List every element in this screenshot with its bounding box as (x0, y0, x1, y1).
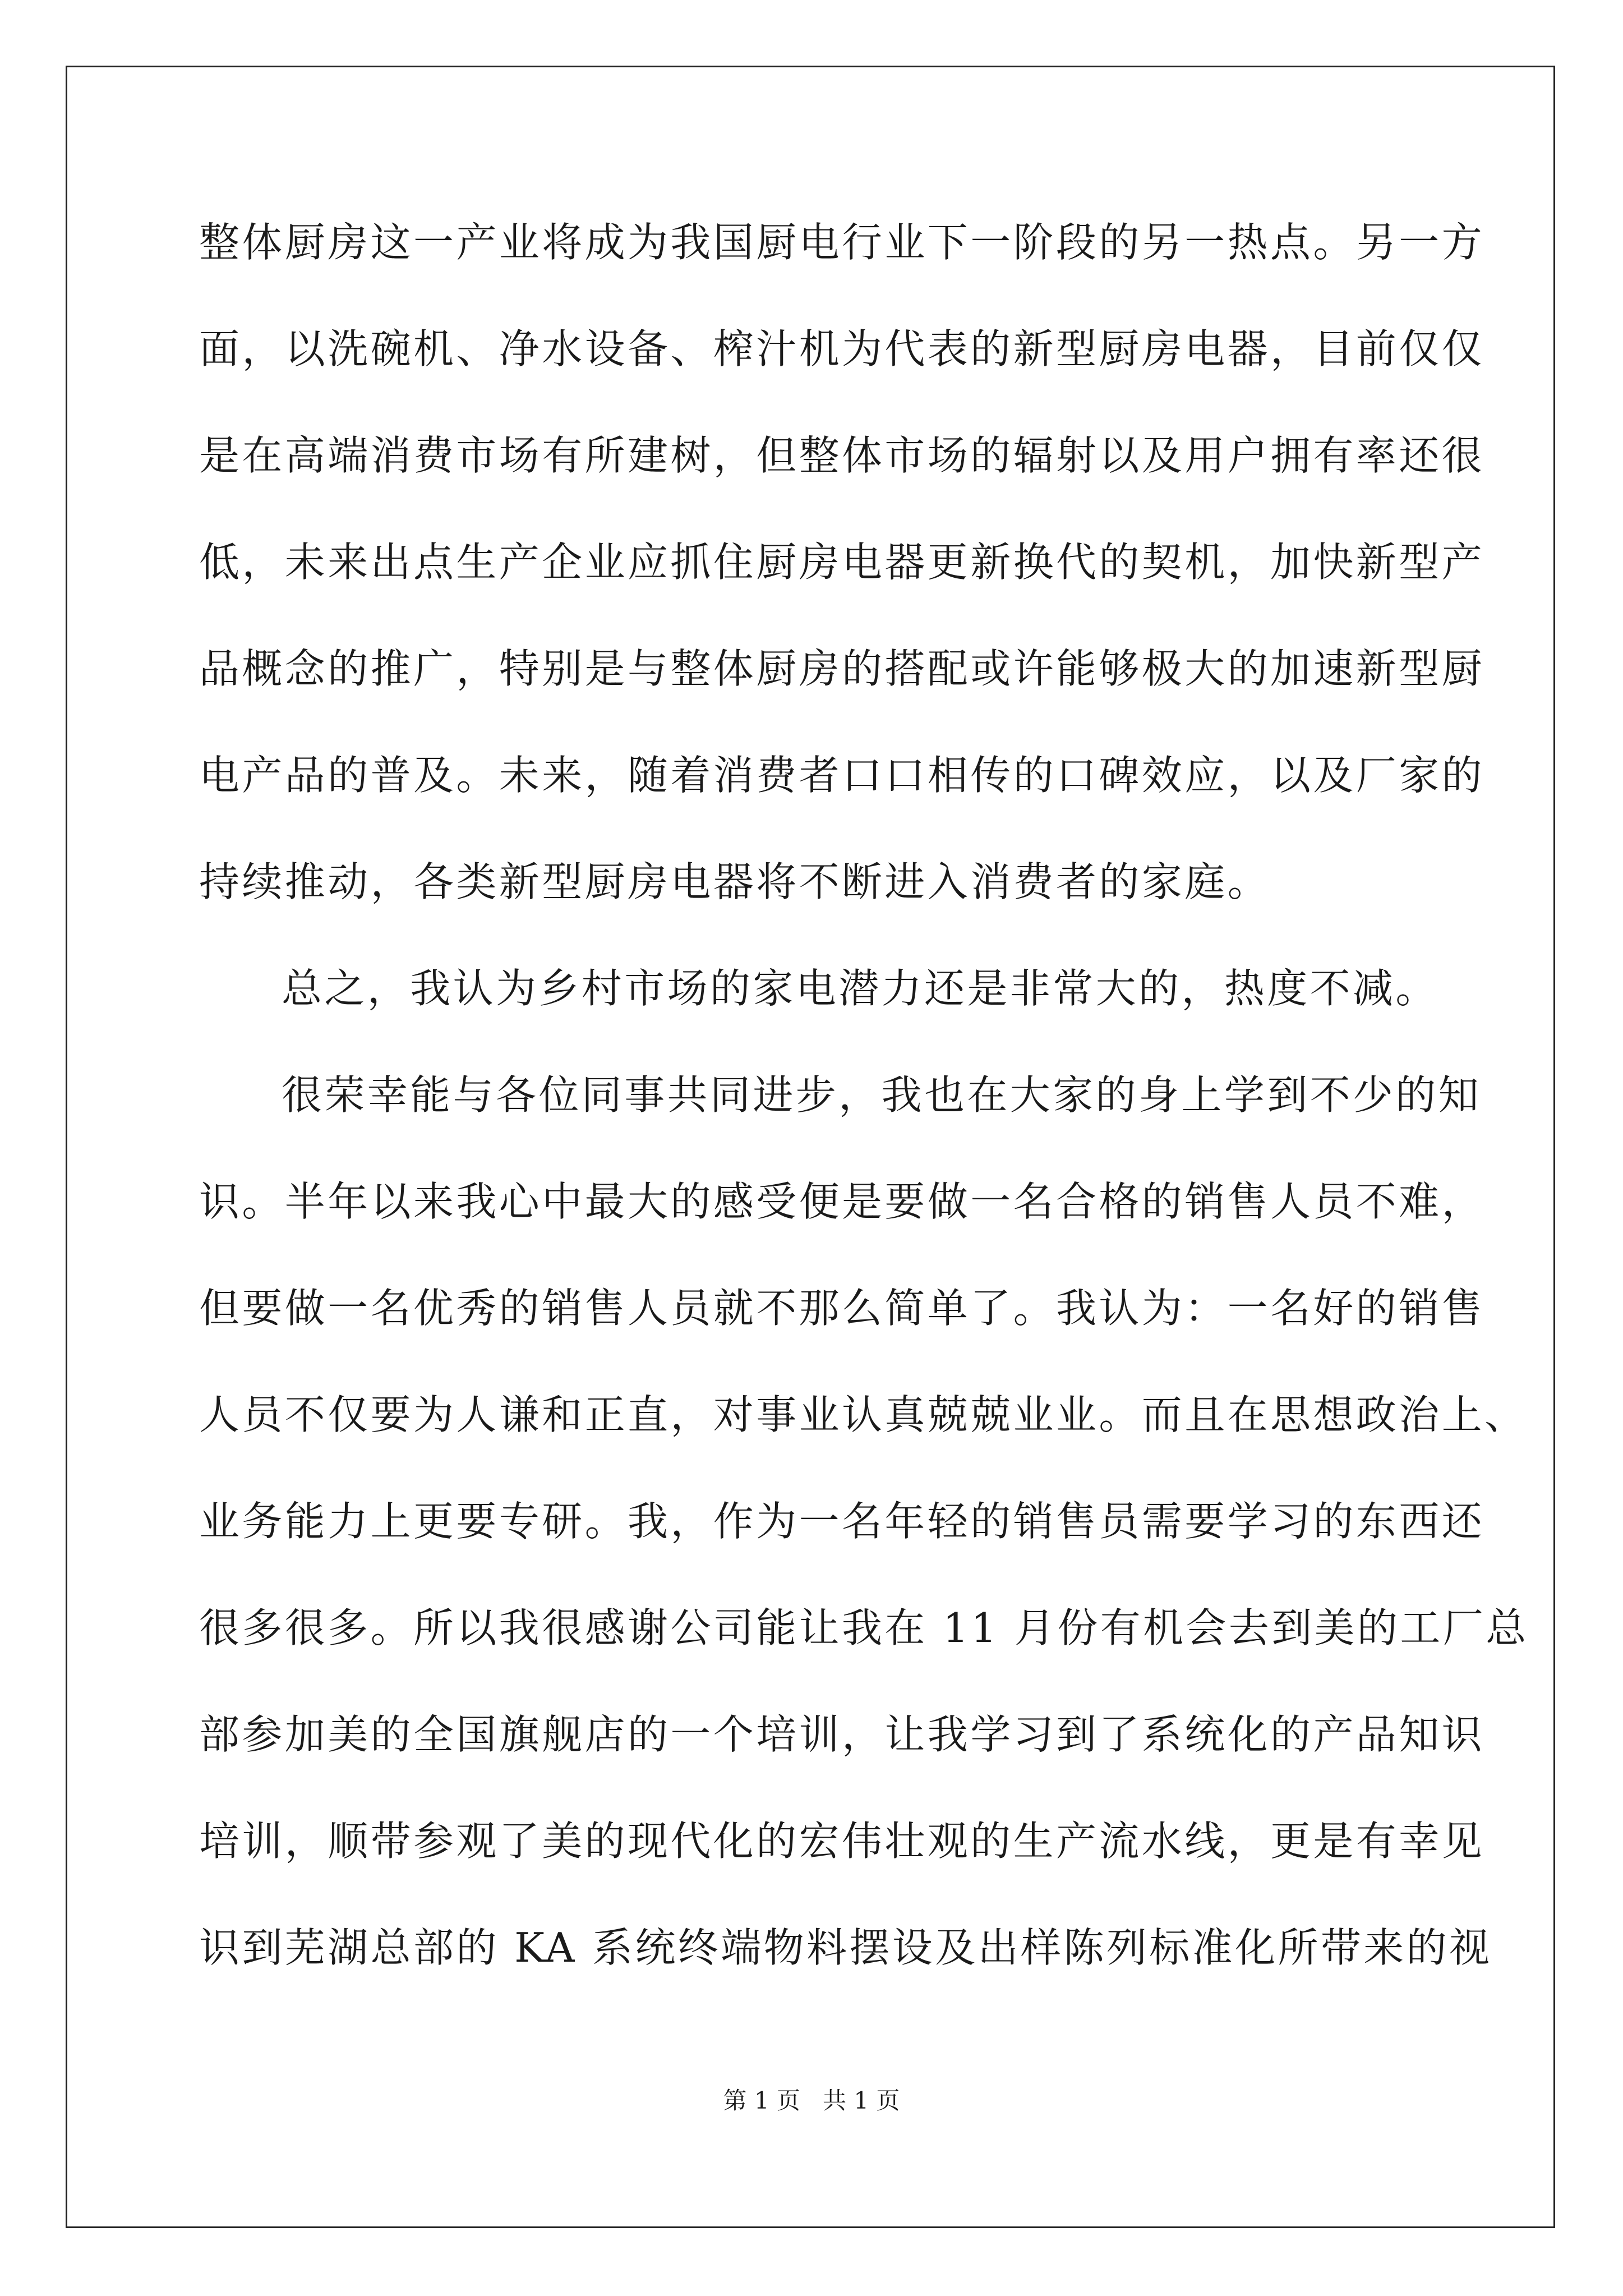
page-footer: 第 1 页 共 1 页 (723, 2087, 900, 2114)
paragraph-first-line: 总之，我认为乡村市场的家电潜力还是非常大的，热度不减。 (282, 965, 1438, 1012)
text-line: 识到芜湖总部的 KA 系统终端物料摆设及出样陈列标准化所带来的视 (199, 1924, 1492, 1971)
text-line: 培训，顺带参观了美的现代化的宏伟壮观的生产流水线，更是有幸见 (199, 1818, 1485, 1865)
text-line: 识。半年以来我心中最大的感受便是要做一名合格的销售人员不难， (199, 1178, 1485, 1225)
text-line: 是在高端消费市场有所建树，但整体市场的辐射以及用户拥有率还很 (199, 432, 1485, 479)
text-line: 低，未来出点生产企业应抓住厨房电器更新换代的契机，加快新型产 (199, 539, 1485, 586)
text-line: 但要做一名优秀的销售人员就不那么简单了。我认为：一名好的销售 (199, 1285, 1485, 1332)
text-line: 面，以洗碗机、净水设备、榨汁机为代表的新型厨房电器，目前仅仅 (199, 325, 1485, 372)
text-line: 业务能力上更要专研。我，作为一名年轻的销售员需要学习的东西还 (199, 1498, 1485, 1545)
document-body (199, 208, 1529, 2019)
text-line: 部参加美的全国旗舰店的一个培训，让我学习到了系统化的产品知识 (199, 1711, 1485, 1758)
text-line: 很多很多。所以我很感谢公司能让我在 11 月份有机会去到美的工厂总 (199, 1604, 1529, 1651)
paragraph-first-line: 很荣幸能与各位同事共同进步，我也在大家的身上学到不少的知 (282, 1071, 1482, 1119)
text-line: 品概念的推广，特别是与整体厨房的搭配或许能够极大的加速新型厨 (199, 645, 1485, 692)
text-line: 整体厨房这一产业将成为我国厨电行业下一阶段的另一热点。另一方 (199, 219, 1485, 266)
text-line: 电产品的普及。未来，随着消费者口口相传的口碑效应，以及厂家的 (199, 752, 1485, 799)
text-line: 持续推动，各类新型厨房电器将不断进入消费者的家庭。 (199, 858, 1271, 905)
text-line: 人员不仅要为人谦和正直，对事业认真兢兢业业。而且在思想政治上、 (199, 1391, 1528, 1438)
